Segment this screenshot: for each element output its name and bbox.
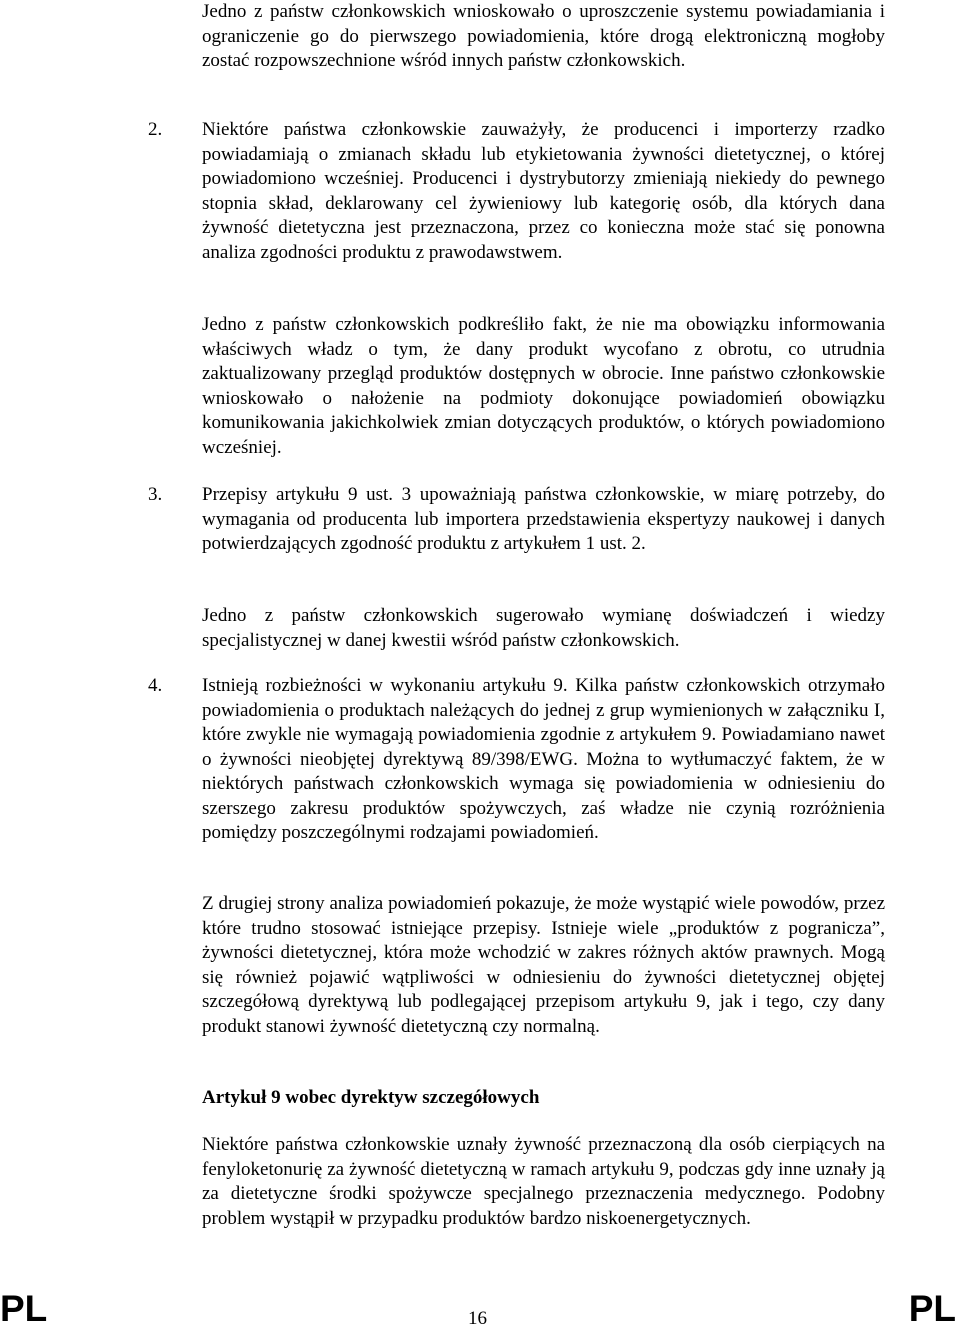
- section-heading: Artykuł 9 wobec dyrektyw szczegółowych: [202, 1087, 540, 1108]
- paragraph-zmiany-skladu: Niektóre państwa członkowskie zauważyły, że producenci i importerzy rzadko powiadamiają o zmianach składu lub etykietowania żywności dietetycznej, o której powiadomiono wcześniej. Producenci i dystrybutorzy zmieniają niekiedy do pewnego stopnia skład, deklarowany cel żywieniowy lub kategorię osób, dla których dana żywność dietetyczna jest przeznaczona, przez co konieczna może stać się ponowna analiza zgodności produktu z prawodawstwem.: [202, 119, 885, 263]
- footer-language-left: PL: [0, 1288, 48, 1329]
- section-number-2: 2.: [148, 119, 163, 140]
- section-number-3: 3.: [148, 484, 163, 505]
- paragraph-produkty-z-pogranicza: Z drugiej strony analiza powiadomień pokazuje, że może wystąpić wiele powodów, przez które trudno stosować istniejące przepisy. Istnieje wiele „produktów z pogranicza”, żywności dietetycznej, która może wchodzić w zakres różnych aktów prawnych. Mogą się również pojawić wątpliwości w odniesieniu do żywności dietetycznej objętej szczegółową dyrektywą lub podlegającej przepisom artykułu 9, jak i tego, czy dany produkt stanowi żywność dietetyczną czy normalną.: [202, 893, 885, 1037]
- page-number: 16: [468, 1308, 487, 1329]
- paragraph-uproszczenie-systemu: Jedno z państw członkowskich wnioskowało o uproszczenie systemu powiadamiania i ograniczenie go do pierwszego powiadomienia, które drogą elektroniczną mogłoby zostać rozpowszechnione wśród innych państw członkowskich.: [202, 1, 885, 71]
- footer-language-right: PL: [908, 1288, 956, 1329]
- paragraph-wycofanie-z-obrotu: Jedno z państw członkowskich podkreśliło fakt, że nie ma obowiązku informowania właściwych władz o tym, że dany produkt wycofano z obrotu, co utrudnia zaktualizowany przegląd produktów dostępnych w obrocie. Inne państwo członkowskie wnioskowało o nałożenie na podmioty dokonujące powiadomień obowiązku komunikowania jakichkolwiek zmian dotyczących produktów, o których powiadomiono wcześniej.: [202, 314, 885, 458]
- paragraph-fenyloketonuria: Niektóre państwa członkowskie uznały żywność przeznaczoną dla osób cierpiących na fenyloketonurię za żywność dietetyczną w ramach artykułu 9, podczas gdy inne uznały ją za dietetyczne środki spożywcze specjalnego przeznaczenia medycznego. Podobny problem wystąpił w przypadku produktów bardzo niskoenergetycznych.: [202, 1134, 885, 1229]
- paragraph-wymiana-doswiadczen: Jedno z państw członkowskich sugerowało wymianę doświadczeń i wiedzy specjalistycznej w danej kwestii wśród państw członkowskich.: [202, 605, 885, 651]
- section-number-4: 4.: [148, 675, 163, 696]
- paragraph-ekspertyza-naukowa: Przepisy artykułu 9 ust. 3 upoważniają państwa członkowskie, w miarę potrzeby, do wymagania od producenta lub importera przedstawienia ekspertyzy naukowej i danych potwierdzających zgodność produktu z artykułem 1 ust. 2.: [202, 484, 885, 554]
- paragraph-rozbieznosci: Istnieją rozbieżności w wykonaniu artykułu 9. Kilka państw członkowskich otrzymało powiadomienia o produktach należących do jednej z grup wymienionych w załączniku I, które zwykle nie wymagają powiadomienia zgodnie z artykułem 9. Powiadamiano nawet o żywności nieobjętej dyrektywą 89/398/EWG. Można to wytłumaczyć faktem, że w niektórych państwach członkowskich wymaga się powiadomienia w odniesieniu do szerszego zakresu produktów spożywczych, zaś władze nie czynią rozróżnienia pomiędzy poszczególnymi rodzajami powiadomień.: [202, 675, 885, 843]
